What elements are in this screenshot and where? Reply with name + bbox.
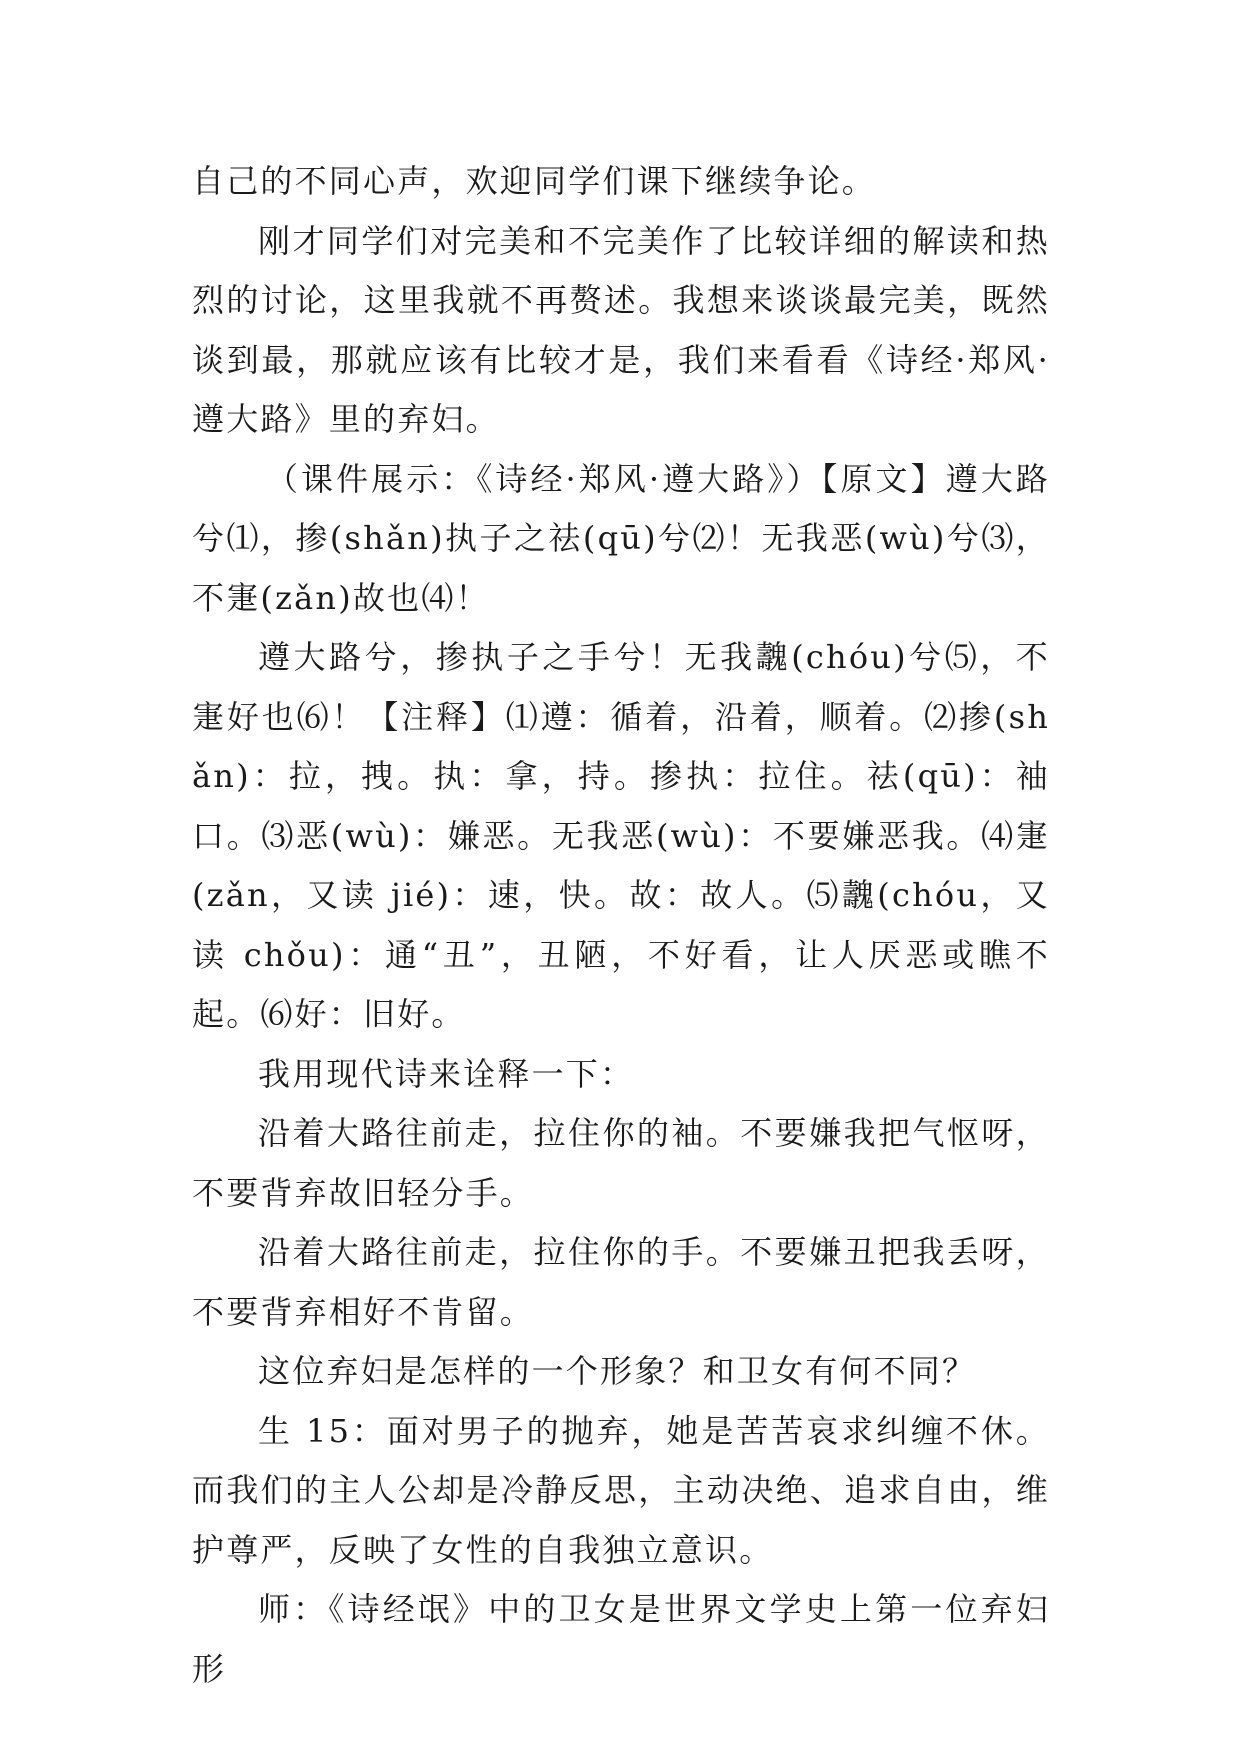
paragraph-5: 我用现代诗来诠释一下： (258, 1054, 635, 1093)
paragraph-10: 师：《诗经氓》中的卫女是世界文学史上第一位弃妇形 (192, 1590, 1050, 1688)
paragraph-4: 遵大路兮，掺执子之手兮！无我魗(chóu)兮⑸，不寁好也⑹！【注释】⑴遵：循着，沿着，顺着。⑵掺(shǎn)：拉，拽。执：拿，持。掺执：拉住。祛(qū)：袖口。⑶恶(wù)：嫌恶。无我恶(wù)：不要嫌恶我。⑷寁(zǎn，又读 jié)：速，快。故：故人。⑸魗(chóu，又读 chǒu)：通“丑”，丑陋，不好看，让人厌恶或瞧不起。⑹好：旧好。 (192, 638, 1050, 1033)
paragraph-8: 这位弃妇是怎样的一个形象？和卫女有何不同？ (258, 1352, 977, 1390)
paragraph-7: 沿着大路往前走，拉住你的手。不要嫌丑把我丢呀，不要背弃相好不肯留。 (192, 1233, 1050, 1331)
paragraph-9: 生 15：面对男子的抛弃，她是苦苦哀求纠缠不休。而我们的主人公却是冷静反思，主动决绝、追求自由，维护尊严，反映了女性的自我独立意识。 (192, 1411, 1050, 1569)
paragraph-3: （课件展示：《诗经·郑风·遵大路》）【原文】遵大路兮⑴，掺(shǎn)执子之祛(qū)兮⑵！无我恶(wù)兮⑶，不寁(zǎn)故也⑷！ (192, 459, 1050, 617)
paragraph-2: 刚才同学们对完美和不完美作了比较详细的解读和热烈的讨论，这里我就不再赘述。我想来谈谈最完美，既然谈到最，那就应该有比较才是，我们来看看《诗经·郑风·遵大路》里的弃妇。 (192, 221, 1050, 438)
paragraph-6: 沿着大路往前走，拉住你的袖。不要嫌我把气怄呀，不要背弃故旧轻分手。 (192, 1114, 1050, 1212)
paragraph-1: 自己的不同心声，欢迎同学们课下继续争论。 (192, 162, 877, 200)
document-body (192, 152, 1050, 1699)
